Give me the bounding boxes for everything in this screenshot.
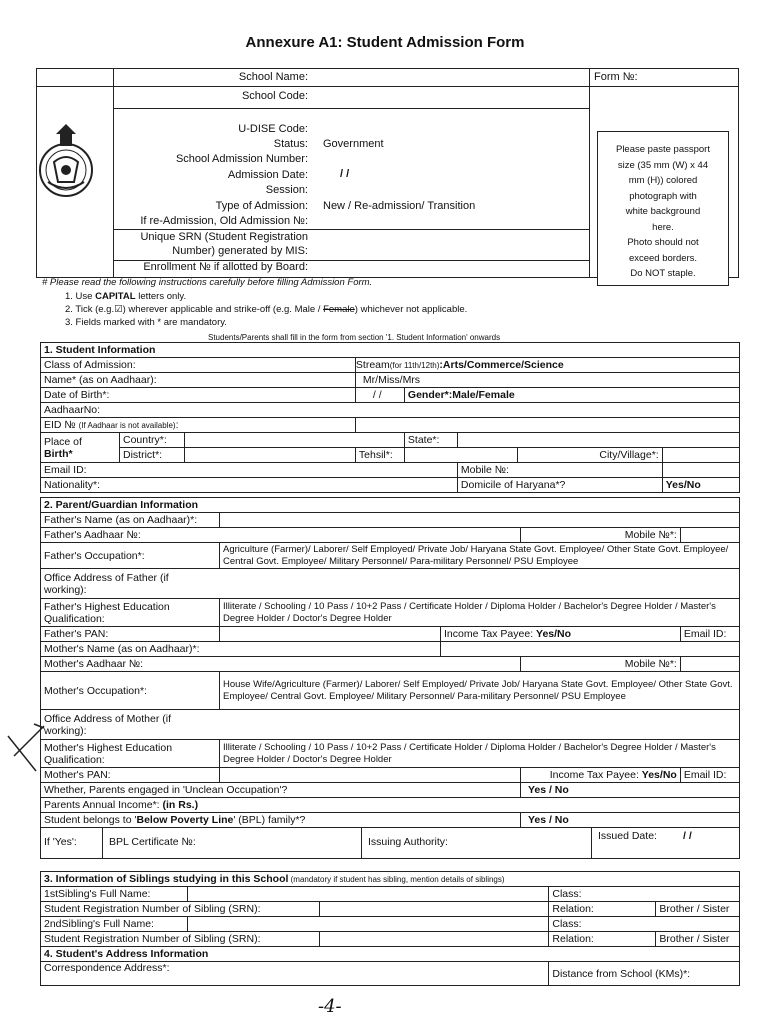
father-mobile-field[interactable] xyxy=(680,528,739,543)
mother-education-label: Mother's Highest Education Qualification: xyxy=(41,740,220,768)
page-number: -4- xyxy=(318,996,342,1017)
email-label[interactable]: Email ID: xyxy=(41,463,458,478)
father-aadhaar-label[interactable]: Father's Aadhaar №: xyxy=(41,528,521,543)
sibling2-srn-field[interactable] xyxy=(320,932,549,947)
sibling1-name-field[interactable] xyxy=(188,887,549,902)
admission-type-label: Type of Admission: xyxy=(215,200,308,212)
srn-label-line1: Unique SRN (Student Registration xyxy=(140,231,308,243)
city-label: City/Village*: xyxy=(517,448,662,463)
distance-label[interactable]: Distance from School (KMs)*: xyxy=(549,962,740,986)
father-mobile-label: Mobile №*: xyxy=(520,528,680,543)
country-label: Country*: xyxy=(120,433,185,448)
instruction-item: 2. Tick (e.g.☑) wherever applicable and strike-off (e.g. Male / Female) whichever not applicable. xyxy=(65,304,468,315)
section-heading: 1. Student Information xyxy=(41,343,740,358)
sibling2-class-label[interactable]: Class: xyxy=(549,917,740,932)
readmission-label: If re-Admission, Old Admission №: xyxy=(140,215,308,227)
father-name-label: Father's Name (as on Aadhaar)*: xyxy=(41,513,220,528)
mother-mobile-field[interactable] xyxy=(680,657,739,672)
photo-instruction: photograph with xyxy=(629,190,697,202)
photo-instruction: mm (H)) colored xyxy=(628,175,698,186)
issuing-authority-label[interactable]: Issuing Authority: xyxy=(368,836,448,848)
admission-date-value: / / xyxy=(340,168,350,180)
sibling2-relation-label: Relation: xyxy=(549,932,656,947)
nationality-label[interactable]: Nationality*: xyxy=(41,478,458,493)
mother-education-options[interactable]: Illiterate / Schooling / 10 Pass / 10+2 Pass / Certificate Holder / Diploma Holder / Bachelor's Degree Holder / Master's Degree Holder / Doctor's Degree Holder xyxy=(220,740,740,768)
gender-cell[interactable]: Gender*:Male/Female xyxy=(404,388,739,403)
correspondence-address-label[interactable]: Correspondence Address*: xyxy=(41,962,549,986)
issued-date-label: Issued Date: xyxy=(598,830,657,842)
father-occupation-options[interactable]: Agriculture (Farmer)/ Laborer/ Self Employed/ Private Job/ Haryana State Govt. Employee/ Other State Govt. Employee/ Central Govt. Employee/ Military Personnel/ Para-military Personnel/ PSU Employee xyxy=(220,543,740,569)
state-field[interactable] xyxy=(457,433,739,448)
bpl-certificate-label[interactable]: BPL Certificate №: xyxy=(109,836,196,848)
section-heading: 3. Information of Siblings studying in this School (mandatory if student has sibling, mention details of siblings) xyxy=(41,872,740,887)
aadhaar-label[interactable]: AadhaarNo: xyxy=(41,403,740,418)
sibling2-name-label: 2ndSibling's Full Name: xyxy=(41,917,188,932)
unclean-occupation-label: Whether, Parents engaged in 'Unclean Occupation'? xyxy=(41,783,521,798)
name-field[interactable]: Mr/Miss/Mrs xyxy=(355,373,739,388)
admission-type-options: New / Re-admission/ Transition xyxy=(323,200,476,212)
school-name-label: School Name: xyxy=(238,71,308,83)
stream-cell: Stream(for 11th/12th):Arts/Commerce/Science xyxy=(355,358,739,373)
sibling1-name-label: 1stSibling's Full Name: xyxy=(41,887,188,902)
city-field[interactable] xyxy=(662,448,739,463)
eid-label: EID № (If Aadhaar is not available): xyxy=(41,418,356,433)
photo-instruction: here. xyxy=(652,221,674,233)
mother-pan-field[interactable] xyxy=(220,768,521,783)
photo-placeholder xyxy=(597,131,729,286)
mother-name-label: Mother's Name (as on Aadhaar)*: xyxy=(41,642,441,657)
country-field[interactable] xyxy=(185,433,405,448)
section-heading: 2. Parent/Guardian Information xyxy=(41,498,740,513)
annual-income-label[interactable]: Parents Annual Income*: (in Rs.) xyxy=(41,798,740,813)
photo-instruction: white background xyxy=(625,206,701,217)
parent-info-table xyxy=(40,497,740,859)
father-email-label[interactable]: Email ID: xyxy=(680,627,739,642)
sibling1-relation-options[interactable]: Brother / Sister xyxy=(656,902,740,917)
mother-aadhaar-label[interactable]: Mother's Aadhaar №: xyxy=(41,657,521,672)
dob-field[interactable]: / / xyxy=(355,388,404,403)
district-label: District*: xyxy=(120,448,185,463)
photo-instruction: Do NOT staple. xyxy=(630,268,696,279)
status-value: Government xyxy=(323,138,384,150)
if-yes-label: If 'Yes': xyxy=(44,836,77,848)
sibling2-name-field[interactable] xyxy=(188,917,549,932)
mother-occupation-label: Mother's Occupation*: xyxy=(41,672,220,710)
father-education-label: Father's Highest Education Qualification: xyxy=(41,599,220,627)
photo-instruction: exceed borders. xyxy=(628,252,698,264)
form-number-label: Form №: xyxy=(594,71,638,83)
mother-office-label[interactable]: Office Address of Mother (if working): xyxy=(41,710,740,740)
section-heading: 4. Student's Address Information xyxy=(41,947,740,962)
mother-mobile-label: Mobile №*: xyxy=(520,657,680,672)
student-info-table xyxy=(40,342,740,493)
admission-number-label: School Admission Number: xyxy=(175,153,308,165)
page-title: Annexure A1: Student Admission Form xyxy=(245,34,525,51)
sibling2-relation-options[interactable]: Brother / Sister xyxy=(656,932,740,947)
session-label: Session: xyxy=(265,184,308,196)
bpl-options[interactable]: Yes / No xyxy=(520,813,739,828)
state-emblem-icon xyxy=(36,122,96,202)
place-of-birth-label: Place of Birth* xyxy=(41,433,120,463)
sibling2-srn-label: Student Registration Number of Sibling (SRN): xyxy=(41,932,320,947)
tehsil-label: Tehsil*: xyxy=(355,448,404,463)
tehsil-field[interactable] xyxy=(404,448,517,463)
instructions-heading: # Please read the following instructions carefully before filling Admission Form. xyxy=(42,277,373,288)
pen-mark-icon xyxy=(6,716,46,776)
father-education-options[interactable]: Illiterate / Schooling / 10 Pass / 10+2 Pass / Certificate Holder / Diploma Holder / Bachelor's Degree Holder / Master's Degree Holder / Doctor's Degree Holder xyxy=(220,599,740,627)
sibling1-class-label[interactable]: Class: xyxy=(549,887,740,902)
father-pan-field[interactable] xyxy=(220,627,441,642)
sibling1-srn-label: Student Registration Number of Sibling (SRN): xyxy=(41,902,320,917)
mother-pan-label: Mother's PAN: xyxy=(41,768,220,783)
photo-instruction: Photo should not xyxy=(627,237,699,248)
mother-name-field[interactable] xyxy=(441,642,740,657)
mother-email-label[interactable]: Email ID: xyxy=(680,768,739,783)
sibling-info-table xyxy=(40,871,740,986)
instruction-item: 1. Use CAPITAL letters only. xyxy=(65,291,187,302)
bpl-details-row xyxy=(41,828,740,859)
school-code-label: School Code: xyxy=(241,90,308,102)
enrollment-label: Enrollment № if allotted by Board: xyxy=(143,261,308,273)
father-occupation-label: Father's Occupation*: xyxy=(41,543,220,569)
name-label: Name* (as on Aadhaar): xyxy=(41,373,356,388)
eid-field[interactable] xyxy=(355,418,739,433)
photo-instruction: Please paste passport xyxy=(615,144,710,155)
sibling1-srn-field[interactable] xyxy=(320,902,549,917)
issued-date-value[interactable]: / / xyxy=(683,830,692,842)
srn-label-line2: Number) generated by MIS: xyxy=(172,245,308,257)
mother-occupation-options[interactable]: House Wife/Agriculture (Farmer)/ Laborer/ Self Employed/ Private Job/ Haryana State Govt. Employee/ Other State Govt. Employee/ Central Govt. Employee/ Military Personnel/ Para-military Personnel/ PSU Employee xyxy=(220,672,740,710)
state-label: State*: xyxy=(404,433,457,448)
district-field[interactable] xyxy=(185,448,356,463)
admission-date-label: Admission Date: xyxy=(227,169,308,181)
father-office-label[interactable]: Office Address of Father (if working): xyxy=(41,569,740,599)
bpl-label: Student belongs to 'Below Poverty Line' (BPL) family*? xyxy=(41,813,521,828)
unclean-occupation-options[interactable]: Yes / No xyxy=(520,783,739,798)
udise-code-label: U-DISE Code: xyxy=(238,123,308,135)
class-label: Class of Admission: xyxy=(41,358,356,373)
mother-income-tax[interactable]: Income Tax Payee: Yes/No xyxy=(520,768,680,783)
photo-instruction: size (35 mm (W) x 44 xyxy=(617,159,709,171)
instructions-note: Students/Parents shall fill in the form from section '1. Student Information' onwards xyxy=(208,333,501,342)
mobile-label: Mobile №: xyxy=(457,463,662,478)
father-name-field[interactable] xyxy=(220,513,740,528)
mobile-field[interactable] xyxy=(662,463,739,478)
instruction-item: 3. Fields marked with * are mandatory. xyxy=(65,317,227,328)
status-label: Status: xyxy=(273,138,308,150)
father-income-tax[interactable]: Income Tax Payee: Yes/No xyxy=(441,627,681,642)
dob-label: Date of Birth*: xyxy=(41,388,356,403)
sibling1-relation-label: Relation: xyxy=(549,902,656,917)
father-pan-label: Father's PAN: xyxy=(41,627,220,642)
domicile-options[interactable]: Yes/No xyxy=(662,478,739,493)
domicile-label: Domicile of Haryana*? xyxy=(457,478,662,493)
